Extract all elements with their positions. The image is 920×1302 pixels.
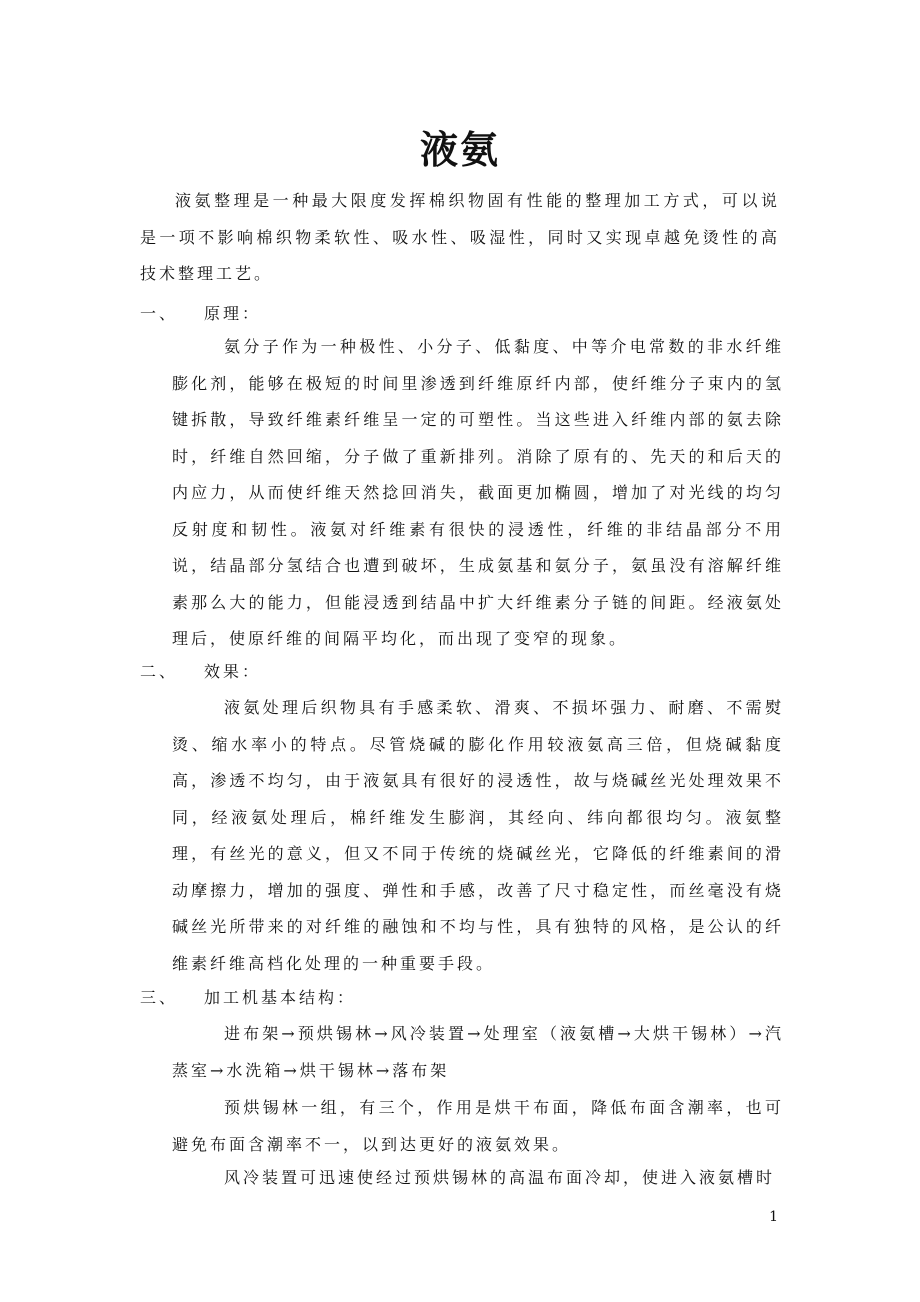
- preheat-cylinder-paragraph: 预烘锡林一组，有三个，作用是烘干布面，降低布面含潮率，也可避免布面含潮率不一，以到达更好的液氨效果。: [172, 1098, 784, 1154]
- section-title: 效果：: [204, 662, 262, 681]
- document-title: 液氨: [419, 128, 500, 172]
- section-heading-effect: [140, 654, 261, 690]
- section-title: 原理：: [204, 304, 262, 323]
- principle-paragraph: 氨分子作为一种极性、小分子、低黏度、中等介电常数的非水纤维膨化剂，能够在极短的时间里渗透到纤维原纤内部，使纤维分子束内的氢键拆散，导致纤维素纤维呈一定的可塑性。当这些进入纤维内部的氨去除时，纤维自然回缩，分子做了重新排列。消除了原有的、先天的和后天的内应力，从而使纤维天然捻回消失，截面更加椭圆，增加了对光线的均匀反射度和韧性。液氨对纤维素有很快的浸透性，纤维的非结晶部分不用说，结晶部分氢结合也遭到破坏，生成氨基和氨分子，氨虽没有溶解纤维素那么大的能力，但能浸透到结晶中扩大纤维素分子链的间距。经液氨处理后，使原纤维的间隔平均化，而出现了变窄的现象。: [172, 337, 784, 648]
- structure-flow-paragraph: 进布架→预烘锡林→风冷装置→处理室（液氨槽→大烘干锡林）→汽蒸室→水洗箱→烘干锡林→落布架: [172, 1024, 784, 1080]
- section-number: 二、: [140, 662, 179, 681]
- section-heading-structure: [140, 980, 356, 1016]
- section-title: 加工机基本结构：: [204, 988, 357, 1007]
- section-number: 三、: [140, 988, 179, 1007]
- effect-paragraph: 液氨处理后织物具有手感柔软、滑爽、不损坏强力、耐磨、不需熨烫、缩水率小的特点。尽管烧碱的膨化作用较液氨高三倍，但烧碱黏度高，渗透不均匀，由于液氨具有很好的浸透性，故与烧碱丝光处理效果不同，经液氨处理后，棉纤维发生膨润，其经向、纬向都很均匀。液氨整理，有丝光的意义，但又不同于传统的烧碱丝光，它降低的纤维素间的滑动摩擦力，增加的强度、弹性和手感，改善了尺寸稳定性，而丝毫没有烧碱丝光所带来的对纤维的融蚀和不均与性，具有独特的风格，是公认的纤维素纤维高档化处理的一种重要手段。: [172, 698, 784, 973]
- section-heading-principle: [140, 296, 261, 332]
- air-cooling-paragraph: 风冷装置可迅速使经过预烘锡林的高温布面冷却，使进入液氨槽时: [224, 1168, 776, 1187]
- intro-paragraph: 液氨整理是一种最大限度发挥棉织物固有性能的整理加工方式，可以说是一项不影响棉织物柔软性、吸水性、吸湿性，同时又实现卓越免烫性的高技术整理工艺。: [140, 191, 780, 283]
- section-number: 一、: [140, 304, 179, 323]
- page-number: 1: [769, 1209, 778, 1225]
